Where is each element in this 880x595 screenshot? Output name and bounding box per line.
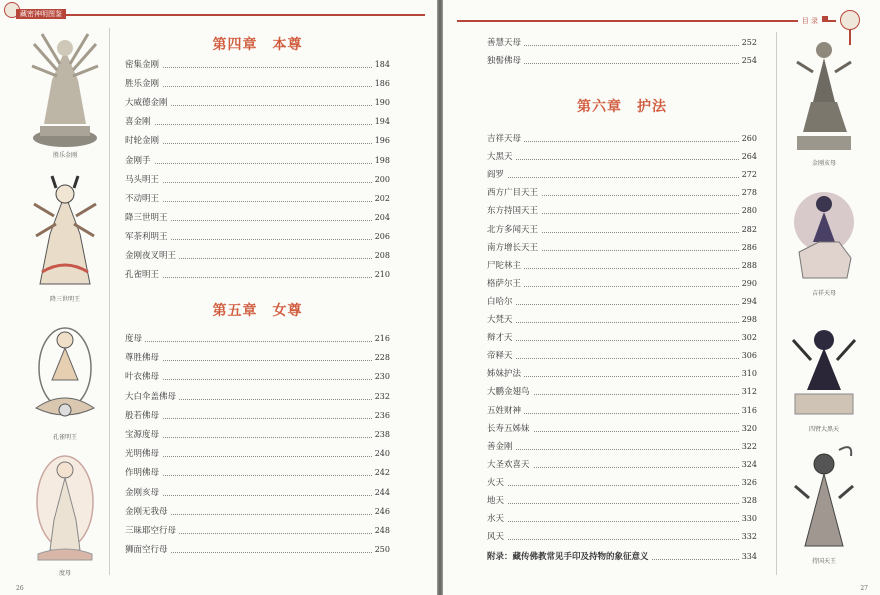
toc-entry[interactable] [487, 458, 757, 472]
entry-title: 喜金刚 [125, 115, 154, 129]
entry-title: 孔雀明王 [125, 268, 162, 282]
entry-title: 火天 [487, 476, 507, 490]
entry-title: 三昧耶空行母 [125, 524, 179, 538]
image-caption: 降三世明王 [49, 296, 80, 303]
appendix-entry[interactable] [487, 550, 757, 564]
entry-title: 大威德金刚 [125, 96, 171, 110]
entry-page: 204 [372, 211, 390, 225]
leader-dots [487, 63, 757, 64]
leader-dots [487, 268, 757, 269]
deity-image-5 [783, 32, 865, 167]
entry-page: 244 [372, 486, 390, 500]
entry-page: 242 [372, 466, 390, 480]
toc-entry[interactable] [487, 54, 757, 68]
toc-entry[interactable] [125, 96, 390, 110]
header-marker [822, 16, 828, 22]
toc-entry[interactable] [125, 390, 390, 404]
entry-page: 278 [739, 186, 757, 200]
leader-dots [487, 286, 757, 287]
entry-page: 260 [739, 132, 757, 146]
book-title-label: 藏密神明图鉴 [16, 9, 66, 19]
entry-page: 320 [739, 422, 757, 436]
toc-entry[interactable] [487, 404, 757, 418]
leader-dots [125, 379, 390, 380]
left-page [0, 0, 437, 595]
entry-title: 阎罗 [487, 168, 507, 182]
entry-title: 般若佛母 [125, 409, 162, 423]
entry-page: 190 [372, 96, 390, 110]
chapter-title: 第六章 护法 [577, 99, 667, 115]
entry-page: 324 [739, 458, 757, 472]
toc-entry[interactable] [125, 211, 390, 225]
leader-dots [125, 67, 390, 68]
image-caption: 持国天王 [811, 558, 836, 565]
entry-page: 330 [739, 512, 757, 526]
toc-entry[interactable] [487, 440, 757, 454]
entry-title: 密集金刚 [125, 58, 162, 72]
entry-title: 叶衣佛母 [125, 370, 162, 384]
leader-dots [125, 475, 390, 476]
toc-entry[interactable] [487, 36, 757, 50]
entry-page: 250 [372, 543, 390, 557]
left-image-column [18, 28, 110, 575]
entry-title: 金刚手 [125, 154, 154, 168]
toc-entry[interactable] [487, 186, 757, 200]
leader-dots [125, 495, 390, 496]
leader-dots [125, 456, 390, 457]
deity-image-2 [24, 174, 106, 303]
toc-entry[interactable] [125, 505, 390, 519]
entry-page: 240 [372, 447, 390, 461]
toc-entry[interactable] [487, 494, 757, 508]
toc-entry[interactable] [125, 447, 390, 461]
leader-dots [487, 413, 757, 414]
chapter-6-list [487, 132, 757, 546]
leader-dots [487, 503, 757, 504]
entry-page: 310 [739, 367, 757, 381]
entry-page: 280 [739, 204, 757, 218]
toc-entry[interactable] [125, 230, 390, 244]
toc-entry[interactable] [125, 192, 390, 206]
entry-page: 200 [372, 173, 390, 187]
entry-page: 302 [739, 331, 757, 345]
entry-title: 帝释天 [487, 349, 516, 363]
entry-title: 善金刚 [487, 440, 516, 454]
entry-page: 208 [372, 249, 390, 263]
image-caption: 吉祥天母 [811, 290, 836, 297]
entry-page: 286 [739, 241, 757, 255]
toc-entry[interactable] [125, 370, 390, 384]
entry-page: 332 [739, 530, 757, 544]
leader-dots [487, 322, 757, 323]
toc-right [487, 36, 757, 564]
entry-title: 大白伞盖佛母 [125, 390, 179, 404]
entry-title: 独髻佛母 [487, 54, 524, 68]
leader-dots [487, 485, 757, 486]
leader-dots [487, 340, 757, 341]
toc-entry[interactable] [125, 268, 390, 282]
toc-entry[interactable] [125, 58, 390, 72]
entry-title: 光明佛母 [125, 447, 162, 461]
entry-title: 长寿五姊妹 [487, 422, 533, 436]
chapter-title: 第四章 本尊 [212, 37, 303, 53]
entry-page: 264 [739, 150, 757, 164]
toc-entry[interactable] [125, 249, 390, 263]
leader-dots [487, 358, 757, 359]
toc-entry[interactable] [125, 466, 390, 480]
right-image-column [776, 32, 868, 575]
toc-entry[interactable] [487, 204, 757, 218]
entry-page: 298 [739, 313, 757, 327]
deity-image-7 [783, 316, 865, 433]
toc-entry[interactable] [125, 486, 390, 500]
entry-page: 306 [739, 349, 757, 363]
entry-title: 尸陀林主 [487, 259, 524, 273]
deity-image-8 [783, 442, 865, 565]
entry-page: 290 [739, 277, 757, 291]
contents-label: 目 录 [798, 16, 822, 26]
image-caption: 孔雀明王 [52, 434, 77, 441]
entry-page: 252 [739, 36, 757, 50]
toc-entry[interactable] [487, 277, 757, 291]
header-rule [34, 14, 425, 16]
entry-page: 238 [372, 428, 390, 442]
entry-page: 326 [739, 476, 757, 490]
toc-entry[interactable] [125, 115, 390, 129]
image-caption: 度母 [58, 570, 71, 577]
entry-page: 328 [739, 494, 757, 508]
entry-page: 236 [372, 409, 390, 423]
chapter-5-list [125, 332, 390, 572]
leader-dots [125, 143, 390, 144]
toc-entry[interactable] [487, 422, 757, 436]
entry-page: 194 [372, 115, 390, 129]
entry-page: 322 [739, 440, 757, 454]
entry-title: 姊妹护法 [487, 367, 524, 381]
entry-page: 186 [372, 77, 390, 91]
leader-dots [487, 159, 757, 160]
toc-entry[interactable] [487, 476, 757, 490]
toc-entry[interactable] [125, 351, 390, 365]
entry-title: 善慧天母 [487, 36, 524, 50]
toc-entry[interactable] [487, 223, 757, 237]
entry-title: 作明佛母 [125, 466, 162, 480]
leader-dots [125, 163, 390, 164]
entry-title: 大圣欢喜天 [487, 458, 533, 472]
leader-dots [487, 539, 757, 540]
entry-title: 辩才天 [487, 331, 516, 345]
toc-entry[interactable] [487, 385, 757, 399]
toc-entry[interactable] [125, 524, 390, 538]
deity-painting-icon [30, 174, 100, 292]
entry-page: 210 [372, 268, 390, 282]
toc-entry[interactable] [487, 241, 757, 255]
leader-dots [125, 124, 390, 125]
leader-dots [125, 277, 390, 278]
toc-entry[interactable] [487, 132, 757, 146]
entry-title: 北方多闻天王 [487, 223, 541, 237]
toc-entry[interactable] [125, 77, 390, 91]
entry-title: 南方增长天王 [487, 241, 541, 255]
entry-page: 334 [739, 550, 757, 564]
entry-title: 风天 [487, 530, 507, 544]
toc-left [125, 34, 390, 572]
page-number: 27 [860, 585, 868, 592]
entry-page: 228 [372, 351, 390, 365]
entry-page: 202 [372, 192, 390, 206]
deity-image-1 [24, 30, 106, 159]
image-caption: 金刚亥母 [811, 160, 836, 167]
deity-statue-icon [30, 30, 100, 148]
deity-painting-icon [30, 450, 100, 566]
deity-painting-icon [789, 182, 859, 286]
entry-title: 格萨尔王 [487, 277, 524, 291]
entry-title: 宝源度母 [125, 428, 162, 442]
entry-page: 198 [372, 154, 390, 168]
entry-title: 金刚夜叉明王 [125, 249, 179, 263]
toc-entry[interactable] [125, 543, 390, 557]
leader-dots [125, 201, 390, 202]
deity-image-4 [24, 450, 106, 577]
entry-page: 316 [739, 404, 757, 418]
entry-title: 白哈尔 [487, 295, 516, 309]
entry-page: 282 [739, 223, 757, 237]
toc-entry[interactable] [125, 173, 390, 187]
entry-title: 度母 [125, 332, 145, 346]
leader-dots [125, 341, 390, 342]
entry-title: 金刚亥母 [125, 486, 162, 500]
entry-page: 246 [372, 505, 390, 519]
deity-painting-icon [30, 318, 100, 430]
entry-title: 尊胜佛母 [125, 351, 162, 365]
deity-image-6 [783, 182, 865, 297]
deity-painting-icon [789, 442, 859, 554]
entry-title: 西方广目天王 [487, 186, 541, 200]
entry-page: 272 [739, 168, 757, 182]
leader-dots [487, 521, 757, 522]
entry-title: 水天 [487, 512, 507, 526]
entry-title: 大鹏金翅鸟 [487, 385, 533, 399]
deity-image-3 [24, 318, 106, 441]
entry-title: 地天 [487, 494, 507, 508]
medallion-icon [840, 10, 860, 30]
entry-title: 附录：藏传佛教常见手印及持物的象征意义 [487, 550, 652, 564]
leader-dots [487, 45, 757, 46]
entry-title: 东方持国天王 [487, 204, 541, 218]
toc-entry[interactable] [487, 168, 757, 182]
entry-title: 大梵天 [487, 313, 516, 327]
toc-entry[interactable] [125, 428, 390, 442]
entry-page: 196 [372, 134, 390, 148]
toc-entry[interactable] [125, 134, 390, 148]
entry-page: 248 [372, 524, 390, 538]
toc-entry[interactable] [487, 530, 757, 544]
image-caption: 四臂大黑天 [808, 426, 839, 433]
deity-statue-icon [789, 32, 859, 156]
entry-title: 大黑天 [487, 150, 516, 164]
entry-title: 五姓财神 [487, 404, 524, 418]
entry-page: 288 [739, 259, 757, 273]
entry-title: 金刚无我母 [125, 505, 171, 519]
leader-dots [125, 86, 390, 87]
toc-entry[interactable] [125, 409, 390, 423]
entry-page: 206 [372, 230, 390, 244]
entry-page: 312 [739, 385, 757, 399]
right-page [443, 0, 880, 595]
toc-entry[interactable] [125, 332, 390, 346]
entry-title: 不动明王 [125, 192, 162, 206]
entry-title: 降三世明王 [125, 211, 171, 225]
leader-dots [487, 376, 757, 377]
entry-title: 军荼利明王 [125, 230, 171, 244]
leader-dots [487, 141, 757, 142]
deity-painting-icon [789, 316, 859, 422]
toc-entry[interactable] [487, 367, 757, 381]
toc-entry[interactable] [487, 313, 757, 327]
chapter-4-list [125, 58, 390, 288]
leader-dots [125, 437, 390, 438]
entry-title: 马头明王 [125, 173, 162, 187]
page-number: 26 [16, 585, 24, 592]
chapter-title: 第五章 女尊 [212, 303, 303, 319]
toc-entry[interactable] [487, 349, 757, 363]
entry-page: 294 [739, 295, 757, 309]
entry-page: 230 [372, 370, 390, 384]
entry-title: 吉祥天母 [487, 132, 524, 146]
leader-dots [487, 449, 757, 450]
toc-entry[interactable] [487, 259, 757, 273]
leader-dots [487, 304, 757, 305]
entry-title: 时轮金刚 [125, 134, 162, 148]
entry-page: 254 [739, 54, 757, 68]
toc-entry[interactable] [487, 331, 757, 345]
entry-page: 216 [372, 332, 390, 346]
leader-dots [125, 182, 390, 183]
entry-title: 狮面空行母 [125, 543, 171, 557]
entry-page: 184 [372, 58, 390, 72]
toc-entry[interactable] [487, 512, 757, 526]
header-rule [457, 20, 836, 22]
leader-dots [487, 177, 757, 178]
leader-dots [125, 418, 390, 419]
leader-dots [125, 360, 390, 361]
continued-list [487, 36, 757, 70]
entry-title: 胜乐金刚 [125, 77, 162, 91]
image-caption: 胜乐金刚 [52, 152, 77, 159]
toc-entry[interactable] [487, 295, 757, 309]
toc-entry[interactable] [125, 154, 390, 168]
entry-page: 232 [372, 390, 390, 404]
toc-entry[interactable] [487, 150, 757, 164]
